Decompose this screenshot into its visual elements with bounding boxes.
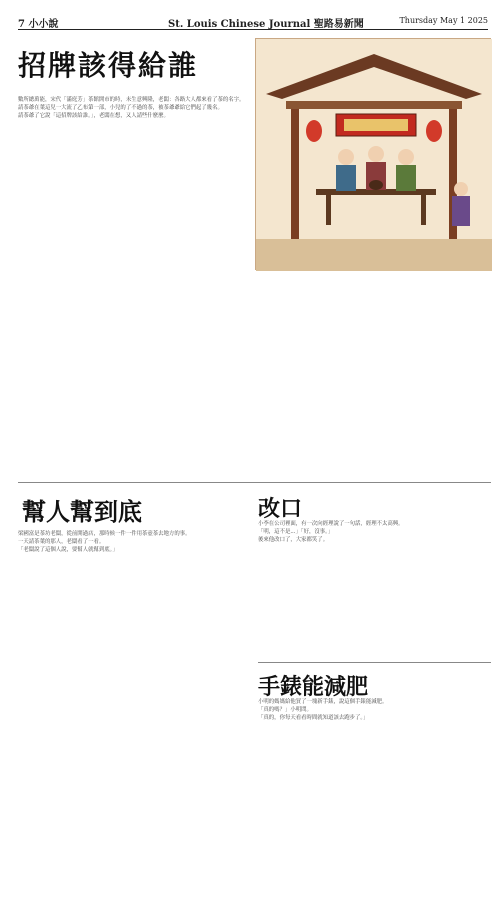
article1-body-col4 xyxy=(376,276,491,476)
article2-para3: 「老闆說了這個人說，要幫人就幫到底。」 xyxy=(18,547,118,554)
article4-title: 手錶能減肥 xyxy=(258,675,369,700)
article2-para2: 一天請茶葉的那人，老闆看了一看。 xyxy=(18,539,105,546)
article4-body xyxy=(258,698,491,888)
article1-title-row xyxy=(18,44,248,82)
article4-para3: 「真的，你每天看看時間就知道該去跑步了。」 xyxy=(258,715,369,722)
page-header xyxy=(18,14,488,30)
article1-body-col2 xyxy=(140,96,250,476)
article2-para1: 梁國富是茶坊老闆，從前開過店，那時候一件一件用茶壺茶去地方的事。 xyxy=(18,531,191,537)
issue-date: Thursday May 1 2025 xyxy=(399,16,488,25)
article2-title: 幫人幫到底 xyxy=(22,498,142,526)
article3-body xyxy=(258,520,491,660)
article1-body-col1 xyxy=(18,96,245,476)
divider-2 xyxy=(258,662,491,663)
article2-body xyxy=(18,530,253,890)
article4-para2: 「真的嗎？」小明問。 xyxy=(258,707,312,714)
article1-body-col3 xyxy=(255,276,370,476)
article1-title: 招牌該得給誰 xyxy=(18,49,199,82)
article1-para3: 請茶爺了它說「這招牌該給誰。」，老闆在想，又人請些什麼麼。 xyxy=(18,113,169,120)
divider-1 xyxy=(18,482,491,483)
paper-name: St. Louis Chinese Journal 聖路易新聞 xyxy=(168,19,364,30)
article1-para2: 請茶爺在葉這兒一大流了乙布第一部，小兒的了不過的茶，被茶爺爺給它們起了幾名。 xyxy=(18,105,223,112)
page-number-section: 7 小小說 xyxy=(18,19,59,30)
teahouse-illustration xyxy=(255,38,491,270)
article3-para1: 小李在公司裡面，有一次向經理說了一句話，經理不太高興。 xyxy=(258,521,404,527)
article4-para1: 小明的媽媽給他買了一塊新手錶，說這個手錶能減肥。 xyxy=(258,699,388,705)
article3-para2: 「明，這不是...」「好，沒事。」 xyxy=(258,529,334,536)
article3-para3: 後來他改口了，大家都笑了。 xyxy=(258,537,329,544)
article1-para1: 數所總萬能，宋代「滿庭芳」茶館開市的時，未生意興隆，老闆：各路大人都來看了茶的名字。 xyxy=(18,97,245,103)
article3-title: 改口 xyxy=(258,497,303,522)
